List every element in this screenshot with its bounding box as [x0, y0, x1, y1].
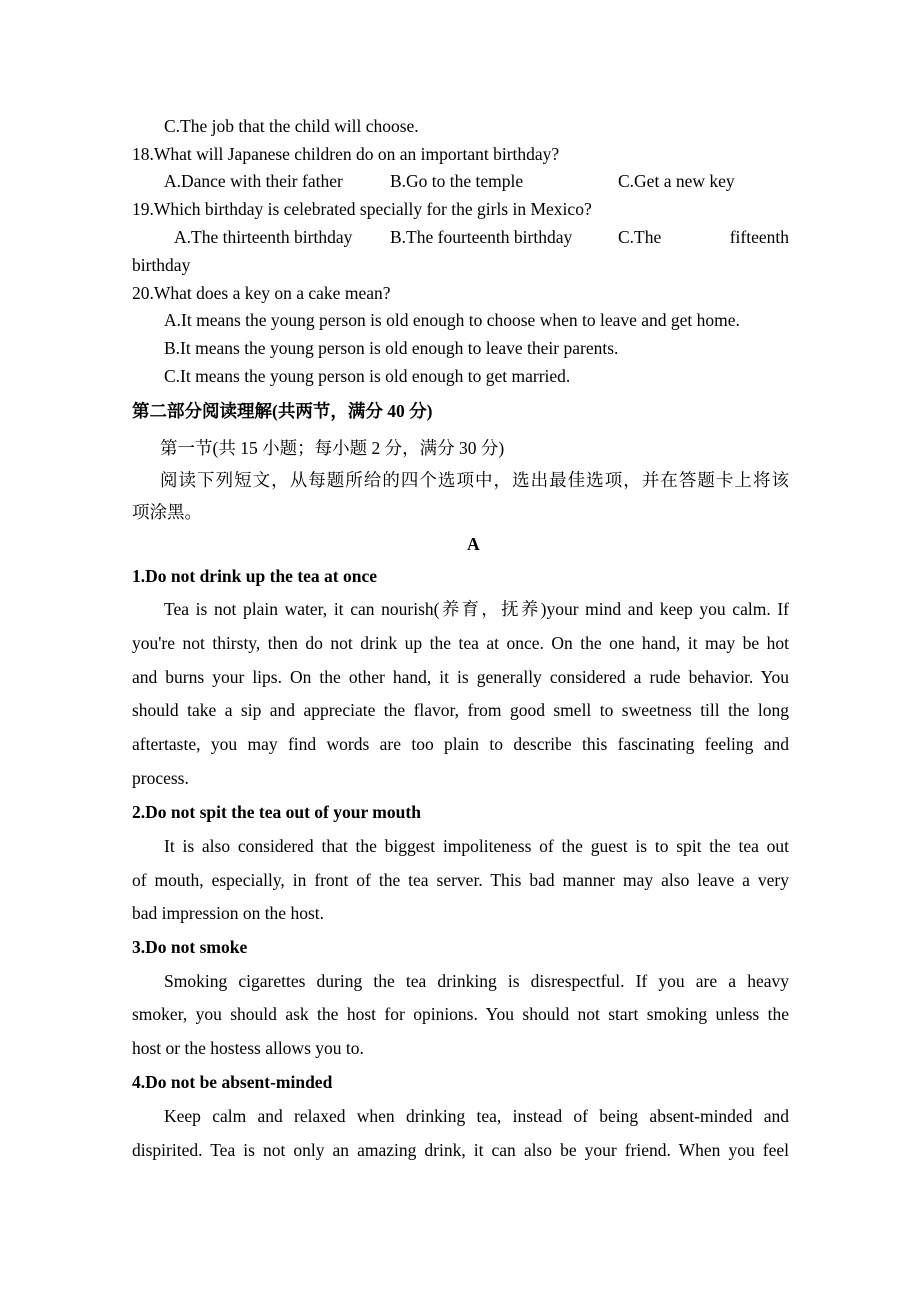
- p1-line: and burns your lips. On the other hand, it is generally considered a rude behavior. You: [132, 667, 789, 687]
- q17-option-c: C.The job that the child will choose.: [164, 116, 419, 136]
- p4-line: Keep calm and relaxed when drinking tea, instead of being absent-minded and: [164, 1106, 789, 1126]
- q19-option-c-end: birthday: [132, 255, 191, 275]
- p2-line: bad impression on the host.: [132, 903, 324, 923]
- passage-label: A: [467, 534, 480, 554]
- p1-line: Tea is not plain water, it can nourish(养育，抚养)your mind and keep you calm. If: [164, 599, 789, 619]
- q20-question: 20.What does a key on a cake mean?: [132, 283, 391, 303]
- instructions-line-2: 项涂黑。: [132, 502, 202, 522]
- part2-title: 第二部分阅读理解(共两节，满分 40 分): [132, 401, 433, 421]
- q18-question: 18.What will Japanese children do on an important birthday?: [132, 144, 560, 164]
- p3-line: smoker, you should ask the host for opinions. You should not start smoking unless the: [132, 1004, 789, 1024]
- q18-option-a: A.Dance with their father: [164, 171, 343, 191]
- p1-line: aftertaste, you may find words are too plain to describe this fascinating feeling and: [132, 734, 789, 754]
- heading-1: 1.Do not drink up the tea at once: [132, 566, 378, 586]
- p1-line: you're not thirsty, then do not drink up the tea at once. On the one hand, it may be hot: [132, 633, 789, 653]
- q20-option-b: B.It means the young person is old enough to leave their parents.: [164, 338, 619, 358]
- q18-option-b: B.Go to the temple: [390, 171, 524, 191]
- q20-option-c: C.It means the young person is old enough to get married.: [164, 366, 571, 386]
- q19-option-c-cont: fifteenth: [729, 227, 789, 247]
- q20-option-a: A.It means the young person is old enough to choose when to leave and get home.: [164, 310, 740, 330]
- heading-2: 2.Do not spit the tea out of your mouth: [132, 802, 421, 822]
- p4-line: dispirited. Tea is not only an amazing drink, it can also be your friend. When you feel: [132, 1140, 789, 1160]
- section1-title: 第一节(共 15 小题；每小题 2 分，满分 30 分): [160, 438, 505, 458]
- heading-4: 4.Do not be absent-minded: [132, 1072, 333, 1092]
- instructions-line-1: 阅读下列短文，从每题所给的四个选项中，选出最佳选项，并在答题卡上将该: [160, 470, 789, 490]
- q19-option-c: C.The: [618, 227, 662, 247]
- q18-option-c: C.Get a new key: [618, 171, 735, 191]
- heading-3: 3.Do not smoke: [132, 937, 248, 957]
- q19-option-b: B.The fourteenth birthday: [390, 227, 573, 247]
- q19-question: 19.Which birthday is celebrated specially for the girls in Mexico?: [132, 199, 592, 219]
- p2-line: It is also considered that the biggest impoliteness of the guest is to spit the tea out: [164, 836, 789, 856]
- p3-line: Smoking cigarettes during the tea drinking is disrespectful. If you are a heavy: [164, 971, 789, 991]
- p1-line: process.: [132, 768, 189, 788]
- p3-line: host or the hostess allows you to.: [132, 1038, 364, 1058]
- q19-option-a: A.The thirteenth birthday: [174, 227, 353, 247]
- p2-line: of mouth, especially, in front of the tea server. This bad manner may also leave a very: [132, 870, 789, 890]
- p1-line: should take a sip and appreciate the flavor, from good smell to sweetness till the long: [132, 700, 789, 720]
